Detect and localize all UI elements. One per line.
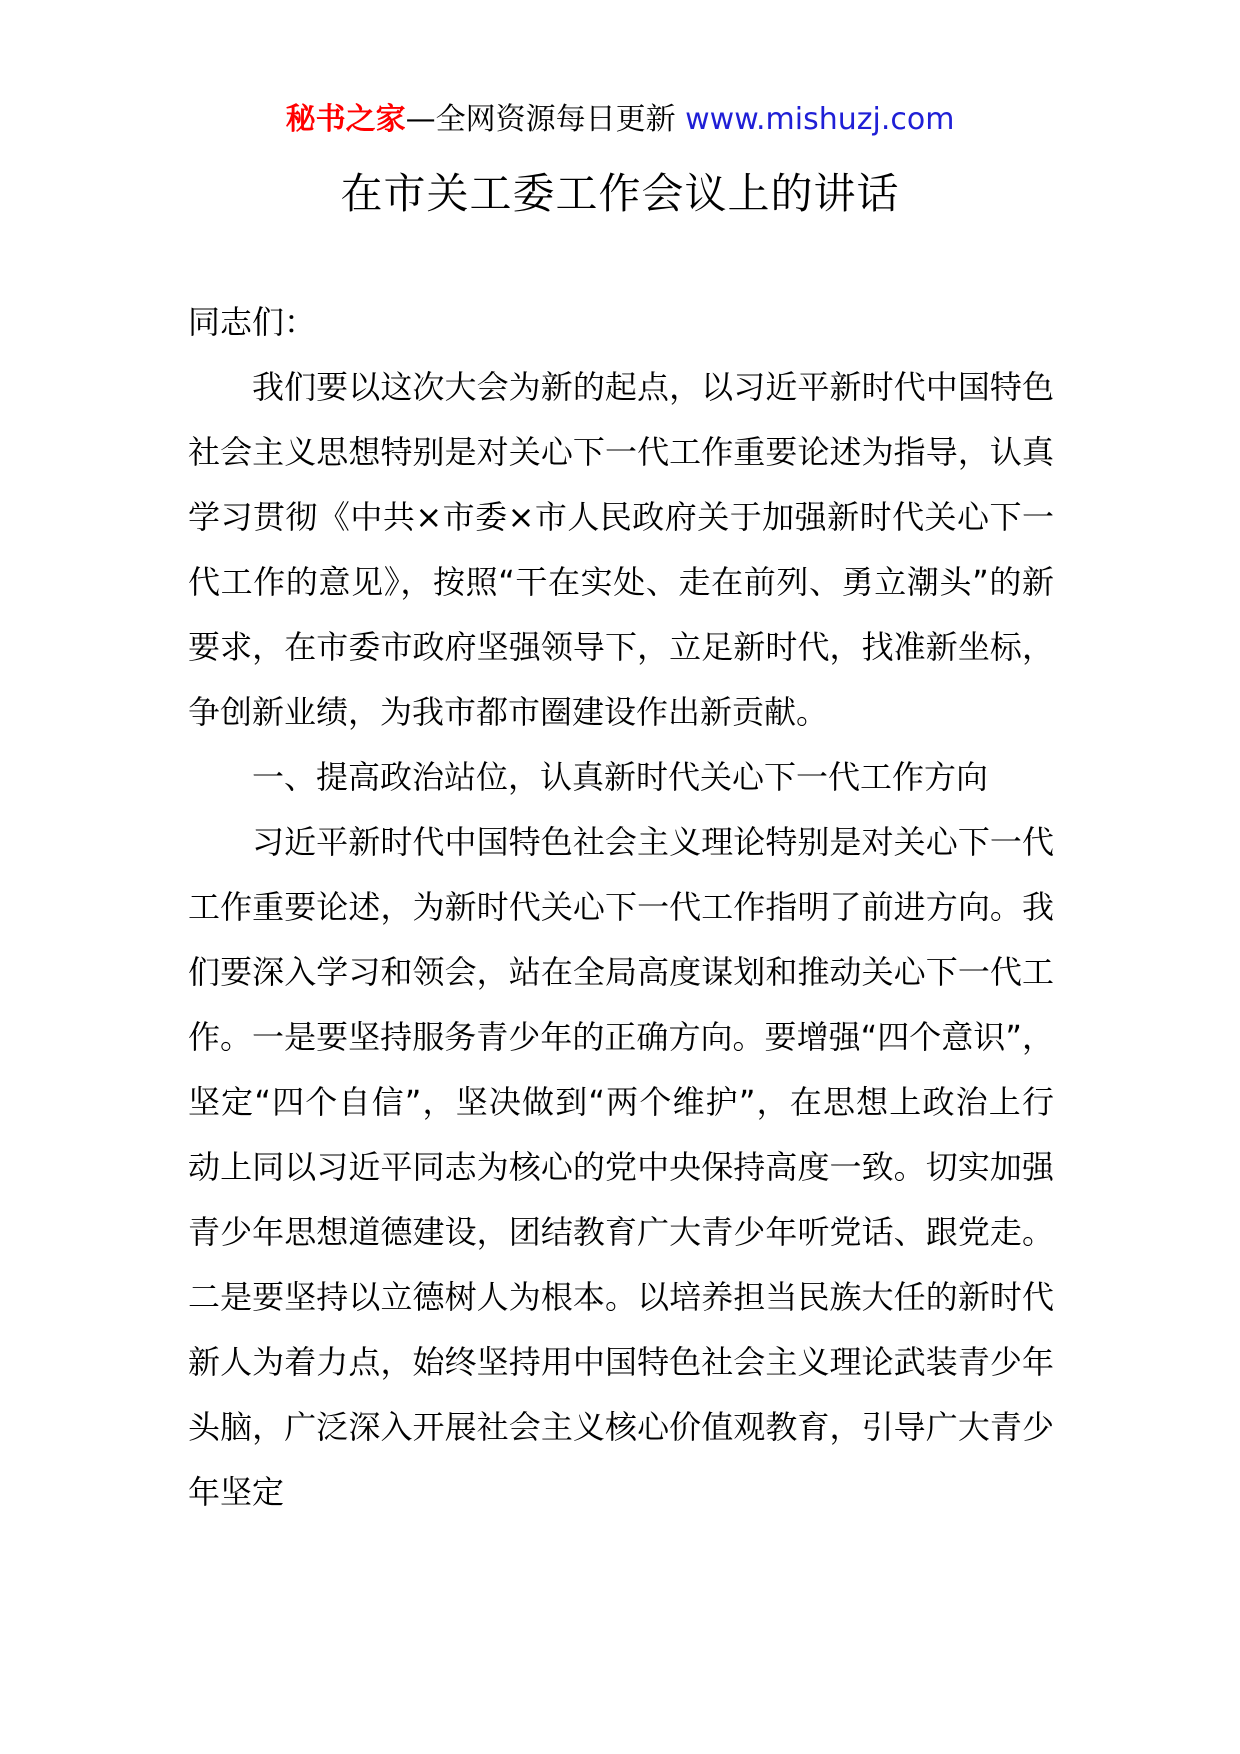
document-body: [188, 290, 1054, 1525]
header-slogan: —全网资源每日更新: [405, 102, 686, 137]
paragraph-section-1: 习近平新时代中国特色社会主义理论特别是对关心下一代工作重要论述，为新时代关心下一代工作指明了前进方向。我们要深入学习和领会，站在全局高度谋划和推动关心下一代工作。一是要坚持服务青少年的正确方向。要增强“四个意识”，坚定“四个自信”，坚决做到“两个维护”，在思想上政治上行动上同以习近平同志为核心的党中央保持高度一致。切实加强青少年思想道德建设，团结教育广大青少年听党话、跟党走。二是要坚持以立德树人为根本。以培养担当民族大任的新时代新人为着力点，始终坚持用中国特色社会主义理论武装青少年头脑，广泛深入开展社会主义核心价值观教育，引导广大青少年坚定: [188, 823, 1054, 1511]
brand-name: 秘书之家: [285, 102, 406, 137]
salutation: 同志们：: [188, 303, 317, 341]
paragraph-intro: 我们要以这次大会为新的起点，以习近平新时代中国特色社会主义思想特别是对关心下一代工作重要论述为指导，认真学习贯彻《中共×市委×市人民政府关于加强新时代关心下一代工作的意见》，按照“干在实处、走在前列、勇立潮头”的新要求，在市委市政府坚强领导下，立足新时代，找准新坐标，争创新业绩，为我市都市圈建设作出新贡献。: [188, 368, 1054, 731]
website-link[interactable]: www.mishuzj.com: [685, 102, 955, 137]
document-title: 在市关工委工作会议上的讲话: [340, 169, 900, 218]
header-banner: [0, 100, 1240, 140]
section-heading-1: 一、提高政治站位，认真新时代关心下一代工作方向: [252, 758, 989, 796]
